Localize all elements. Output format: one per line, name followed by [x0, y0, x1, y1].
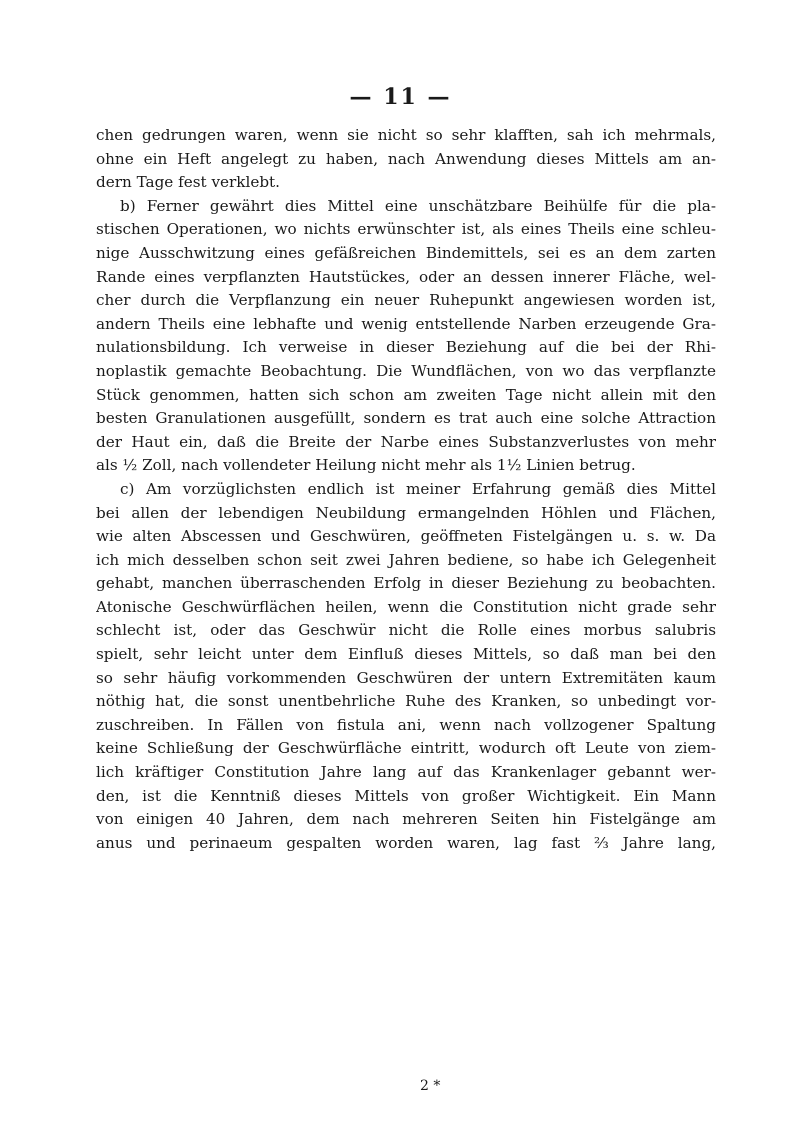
text-line: wie alten Abscessen und Geschwüren, geöffneten Fistelgängen u. s. w. Da — [96, 527, 716, 546]
text-line: zuschreiben. In Fällen von fistula ani, wenn nach vollzogener Spaltung — [96, 715, 716, 734]
text-line: nige Ausschwitzung eines gefäßreichen Bindemittels, sei es an dem zarten — [96, 243, 716, 262]
text-line: anus und perinaeum gespalten worden waren, lag fast ⅔ Jahre lang, — [96, 833, 716, 852]
text-line: schlecht ist, oder das Geschwür nicht die Rolle eines morbus salubris — [96, 621, 716, 640]
text-line: keine Schließung der Geschwürfläche eintritt, wodurch oft Leute von ziem- — [96, 739, 716, 758]
signature-mark: 2 * — [420, 1078, 441, 1094]
text-line: den, ist die Kenntniß dieses Mittels von großer Wichtigkeit. Ein Mann — [96, 786, 716, 805]
text-line: Atonische Geschwürflächen heilen, wenn die Constitution nicht grade sehr — [96, 597, 716, 616]
text-line: nöthig hat, die sonst unentbehrliche Ruhe des Kranken, so unbedingt vor- — [96, 692, 716, 711]
text-line: noplastik gemachte Beobachtung. Die Wundflächen, von wo das verpflanzte — [96, 361, 716, 380]
text-line: ohne ein Heft angelegt zu haben, nach Anwendung dieses Mittels am an- — [96, 149, 716, 168]
page-number: — 11 — — [349, 84, 452, 110]
text-line: c) Am vorzüglichsten endlich ist meiner Erfahrung gemäß dies Mittel — [120, 479, 716, 498]
text-line: der Haut ein, daß die Breite der Narbe eines Substanzverlustes von mehr — [96, 432, 716, 451]
text-line: stischen Operationen, wo nichts erwünschter ist, als eines Theils eine schleu- — [96, 220, 716, 239]
text-line: chen gedrungen waren, wenn sie nicht so sehr klafften, sah ich mehrmals, — [96, 126, 716, 144]
body-text — [96, 124, 716, 855]
text-line: andern Theils eine lebhafte und wenig entstellende Narben erzeugende Gra- — [96, 314, 716, 333]
text-line: Stück genommen, hatten sich schon am zweiten Tage nicht allein mit den — [96, 385, 716, 404]
text-line: als ½ Zoll, nach vollendeter Heilung nicht mehr als 1½ Linien betrug. — [96, 456, 636, 475]
text-line: besten Granulationen ausgefüllt, sondern es trat auch eine solche Attraction — [96, 409, 716, 428]
text-line: Rande eines verpflanzten Hautstückes, oder an dessen innerer Fläche, wel- — [96, 267, 716, 286]
text-line: dern Tage fest verklebt. — [96, 173, 280, 192]
text-line: lich kräftiger Constitution Jahre lang auf das Krankenlager gebannt wer- — [96, 763, 716, 782]
text-line: ich mich desselben schon seit zwei Jahren bediene, so habe ich Gelegenheit — [96, 550, 716, 569]
text-line: b) Ferner gewährt dies Mittel eine unschätzbare Beihülfe für die pla- — [120, 196, 716, 215]
text-line: so sehr häufig vorkommenden Geschwüren der untern Extremitäten kaum — [96, 668, 716, 687]
text-line: spielt, sehr leicht unter dem Einfluß dieses Mittels, so daß man bei den — [96, 645, 716, 664]
text-line: cher durch die Verpflanzung ein neuer Ruhepunkt angewiesen worden ist, — [96, 291, 716, 310]
text-line: gehabt, manchen überraschenden Erfolg in dieser Beziehung zu beobachten. — [96, 574, 716, 593]
text-line: bei allen der lebendigen Neubildung ermangelnden Höhlen und Flächen, — [96, 503, 716, 522]
text-line: von einigen 40 Jahren, dem nach mehreren Seiten hin Fistelgänge am — [96, 810, 716, 829]
text-line: nulationsbildung. Ich verweise in dieser Beziehung auf die bei der Rhi- — [96, 338, 716, 357]
